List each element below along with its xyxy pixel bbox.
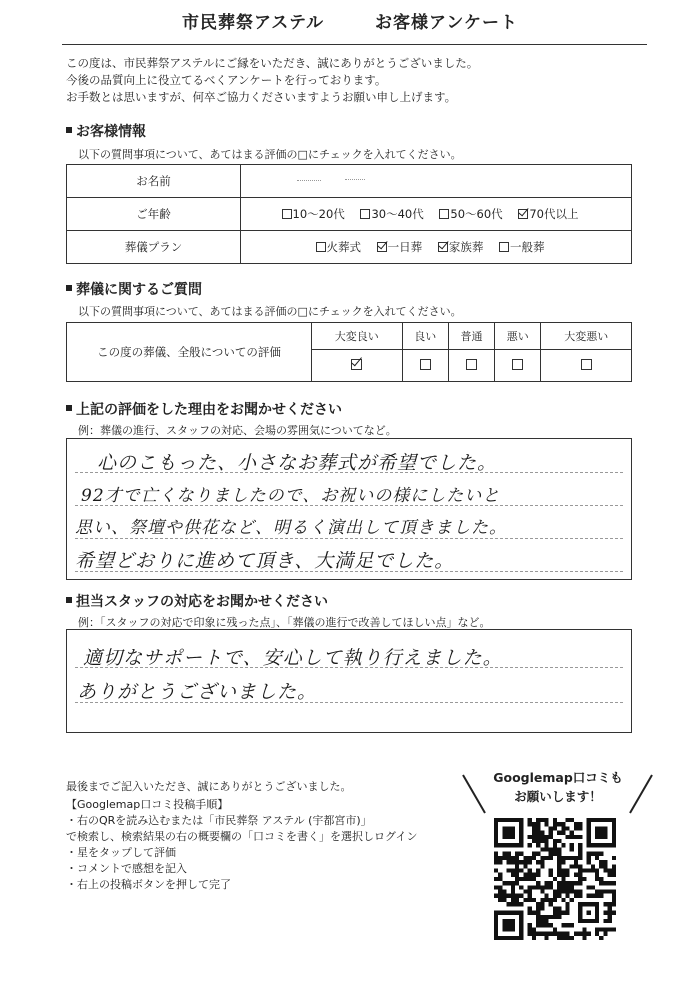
checkbox-checked[interactable]	[438, 242, 448, 252]
intro-line: 今後の品質向上に役立てるべくアンケートを行っております。	[66, 73, 387, 87]
rating-checkbox[interactable]	[466, 359, 477, 370]
plan-option[interactable]: 家族葬	[438, 239, 484, 255]
page-title	[0, 8, 700, 33]
age-option[interactable]: 70代以上	[518, 206, 578, 222]
customer-info-heading: お客様情報	[66, 121, 146, 141]
reason-heading: 上記の評価をした理由をお聞かせください	[66, 399, 342, 419]
checkbox[interactable]	[316, 242, 326, 252]
step-item: で検索し、検索結果の右の概要欄の「口コミを書く」を選択しログイン	[66, 830, 418, 843]
age-option[interactable]: 10～20代	[282, 206, 345, 222]
googlemap-callout	[478, 768, 638, 806]
rating-header: 普通	[448, 323, 494, 350]
plan-options	[241, 231, 632, 264]
checkbox[interactable]	[282, 209, 292, 219]
rating-cell[interactable]	[402, 350, 448, 382]
funeral-questions-heading: 葬儀に関するご質問	[66, 279, 202, 299]
reason-example: 例：葬儀の進行、スタッフの対応、会場の雰囲気についてなど。	[78, 424, 397, 437]
intro-text	[66, 55, 478, 106]
plan-label: 葬儀プラン	[67, 231, 241, 264]
rating-checkbox[interactable]	[420, 359, 431, 370]
rating-header: 悪い	[495, 323, 541, 350]
title-divider	[62, 44, 647, 45]
rating-question: この度の葬儀、全般についての評価	[67, 323, 312, 382]
handwritten-line: 適切なサポートで、安心して執り行えました。	[83, 647, 503, 669]
age-option[interactable]: 50～60代	[439, 206, 502, 222]
step-item: ・右のQRを読み込むまたは「市民葬祭 アステル (宇都宮市)」	[66, 814, 372, 827]
rating-cell[interactable]	[541, 350, 632, 382]
checkbox-checked[interactable]	[518, 209, 528, 219]
form-title: お客様アンケート	[375, 13, 519, 33]
plan-option[interactable]: 一般葬	[499, 239, 545, 255]
square-bullet-icon	[66, 285, 72, 291]
googlemap-steps	[66, 797, 417, 893]
rating-table	[66, 322, 632, 382]
funeral-questions-note: 以下の質問事項について、あてはまる評価の□にチェックを入れてください。	[78, 305, 462, 318]
rating-checkbox[interactable]	[581, 359, 592, 370]
checkbox[interactable]	[499, 242, 509, 252]
square-bullet-icon	[66, 405, 72, 411]
rating-cell[interactable]	[312, 350, 403, 382]
square-bullet-icon	[66, 597, 72, 603]
rating-checkbox[interactable]	[512, 359, 523, 370]
step-item: ・右上の投稿ボタンを押して完了	[66, 878, 231, 891]
plan-option[interactable]: 一日葬	[377, 239, 423, 255]
handwritten-line: 希望どおりに進めて頂き、大満足でした。	[75, 550, 455, 572]
customer-info-table	[66, 164, 632, 264]
steps-title: 【Googlemap口コミ投稿手順】	[66, 798, 229, 811]
intro-line: お手数とは思いますが、何卒ご協力くださいますようお願い申し上げます。	[66, 90, 457, 104]
step-item: ・星をタップして評価	[66, 846, 176, 859]
step-item: ・コメントで感想を記入	[66, 862, 187, 875]
staff-heading: 担当スタッフの対応をお聞かせください	[66, 591, 328, 611]
rating-header: 大変良い	[312, 323, 403, 350]
checkbox[interactable]	[360, 209, 370, 219]
intro-line: この度は、市民葬祭アステルにご縁をいただき、誠にありがとうございました。	[66, 56, 479, 70]
age-option[interactable]: 30～40代	[360, 206, 423, 222]
qr-code-icon[interactable]	[494, 818, 616, 940]
callout-line: お願いします！	[514, 789, 602, 804]
staff-example: 例：「スタッフの対応で印象に残った点」、「葬儀の進行で改善してほしい点」など。	[78, 616, 491, 629]
handwritten-line: ありがとうございました。	[77, 681, 318, 703]
rating-cell[interactable]	[495, 350, 541, 382]
handwritten-line: 心のこもった、小さなお葬式が希望でした。	[97, 452, 498, 474]
callout-line: Googlemap口コミも	[493, 770, 623, 785]
handwritten-line: 92才で亡くなりましたので、お祝いの様にしたいと	[81, 486, 501, 506]
name-field[interactable]	[241, 165, 632, 198]
redacted-name	[253, 174, 393, 186]
checkbox-checked[interactable]	[377, 242, 387, 252]
customer-info-note: 以下の質問事項について、あてはまる評価の□にチェックを入れてください。	[78, 148, 462, 161]
age-options	[241, 198, 632, 231]
name-label: お名前	[67, 165, 241, 198]
ruled-line	[75, 538, 623, 539]
rating-header: 大変悪い	[541, 323, 632, 350]
rating-cell[interactable]	[448, 350, 494, 382]
plan-option[interactable]: 火葬式	[316, 239, 362, 255]
company-name: 市民葬祭アステル	[181, 13, 325, 33]
reason-textarea[interactable]	[66, 438, 632, 580]
rating-checkbox-checked[interactable]	[351, 359, 362, 370]
closing-thanks: 最後までご記入いただき、誠にありがとうございました。	[66, 780, 352, 793]
square-bullet-icon	[66, 127, 72, 133]
checkbox[interactable]	[439, 209, 449, 219]
age-label: ご年齢	[67, 198, 241, 231]
staff-textarea[interactable]	[66, 629, 632, 733]
rating-header: 良い	[402, 323, 448, 350]
handwritten-line: 思い、祭壇や供花など、明るく演出して頂きました。	[75, 518, 507, 538]
